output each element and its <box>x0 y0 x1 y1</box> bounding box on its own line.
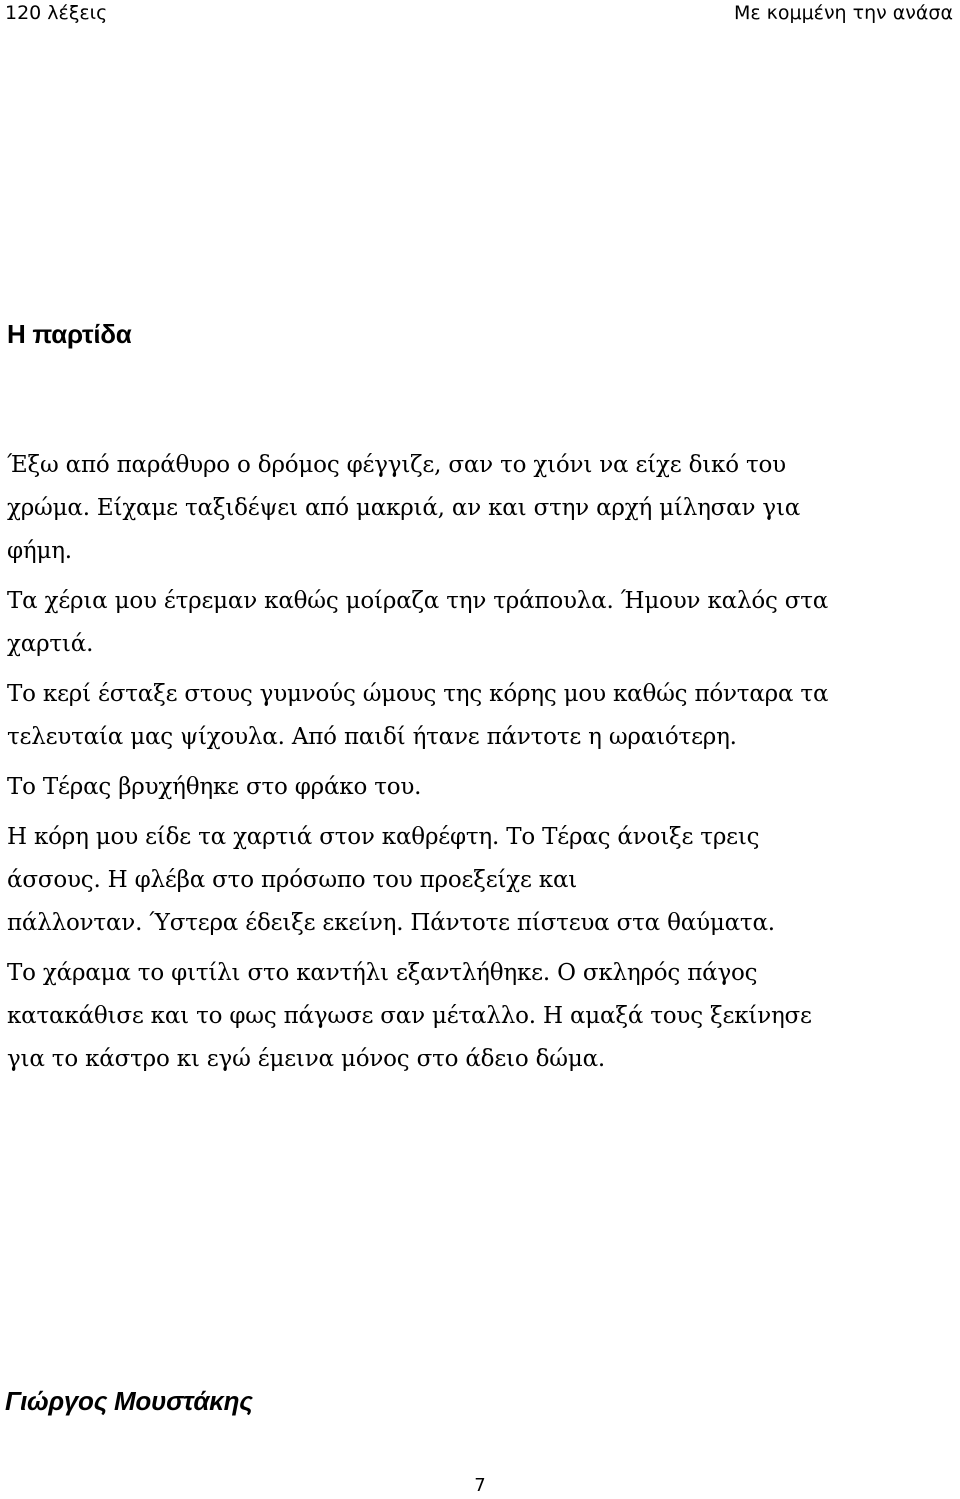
header-word-count: 120 λέξεις <box>5 2 108 24</box>
text-line: τελευταία μας ψίχουλα. Από παιδί ήτανε πάντοτε η ωραιότερη. <box>7 724 737 750</box>
text-line: άσσους. Η φλέβα στο πρόσωπο του προεξείχε και <box>7 867 578 893</box>
text-line: Το Τέρας βρυχήθηκε στο φράκο του. <box>7 774 422 800</box>
text-line: Το κερί έσταξε στους γυμνούς ώμους της κόρης μου καθώς πόνταρα τα <box>7 681 829 707</box>
author-name: Γιώργος Μουστάκης <box>5 1386 253 1416</box>
text-line: χαρτιά. <box>7 631 94 657</box>
text-line: για το κάστρο κι εγώ έμεινα μόνος στο άδειο δώμα. <box>7 1046 606 1072</box>
paragraph <box>7 816 957 945</box>
page-number: 7 <box>474 1475 486 1496</box>
text-line: Έξω από παράθυρο ο δρόμος φέγγιζε, σαν το χιόνι να είχε δικό του <box>7 452 786 478</box>
text-line: Το χάραμα το φιτίλι στο καντήλι εξαντλήθηκε. Ο σκληρός πάγος <box>7 960 758 986</box>
header-collection-title: Με κομμένη την ανάσα <box>733 2 953 24</box>
text-line: Τα χέρια μου έτρεμαν καθώς μοίραζα την τράπουλα. Ήμουν καλός στα <box>7 588 829 614</box>
text-line: πάλλονταν. Ύστερα έδειξε εκείνη. Πάντοτε πίστευα στα θαύματα. <box>7 910 775 936</box>
page-header <box>0 0 960 30</box>
paragraph <box>7 952 957 1081</box>
text-line: φήμη. <box>7 538 72 564</box>
paragraph <box>7 444 957 573</box>
text-line: χρώμα. Είχαμε ταξιδέψει από μακριά, αν και στην αρχή μίλησαν για <box>7 495 801 521</box>
paragraph <box>7 766 957 809</box>
text-line: Η κόρη μου είδε τα χαρτιά στον καθρέφτη. Το Τέρας άνοιξε τρεις <box>7 824 760 850</box>
paragraph <box>7 673 957 759</box>
story-body <box>7 444 957 1081</box>
story-title: Η παρτίδα <box>7 319 132 349</box>
text-line: κατακάθισε και το φως πάγωσε σαν μέταλλο. Η αμαξά τους ξεκίνησε <box>7 1003 812 1029</box>
paragraph <box>7 580 957 666</box>
